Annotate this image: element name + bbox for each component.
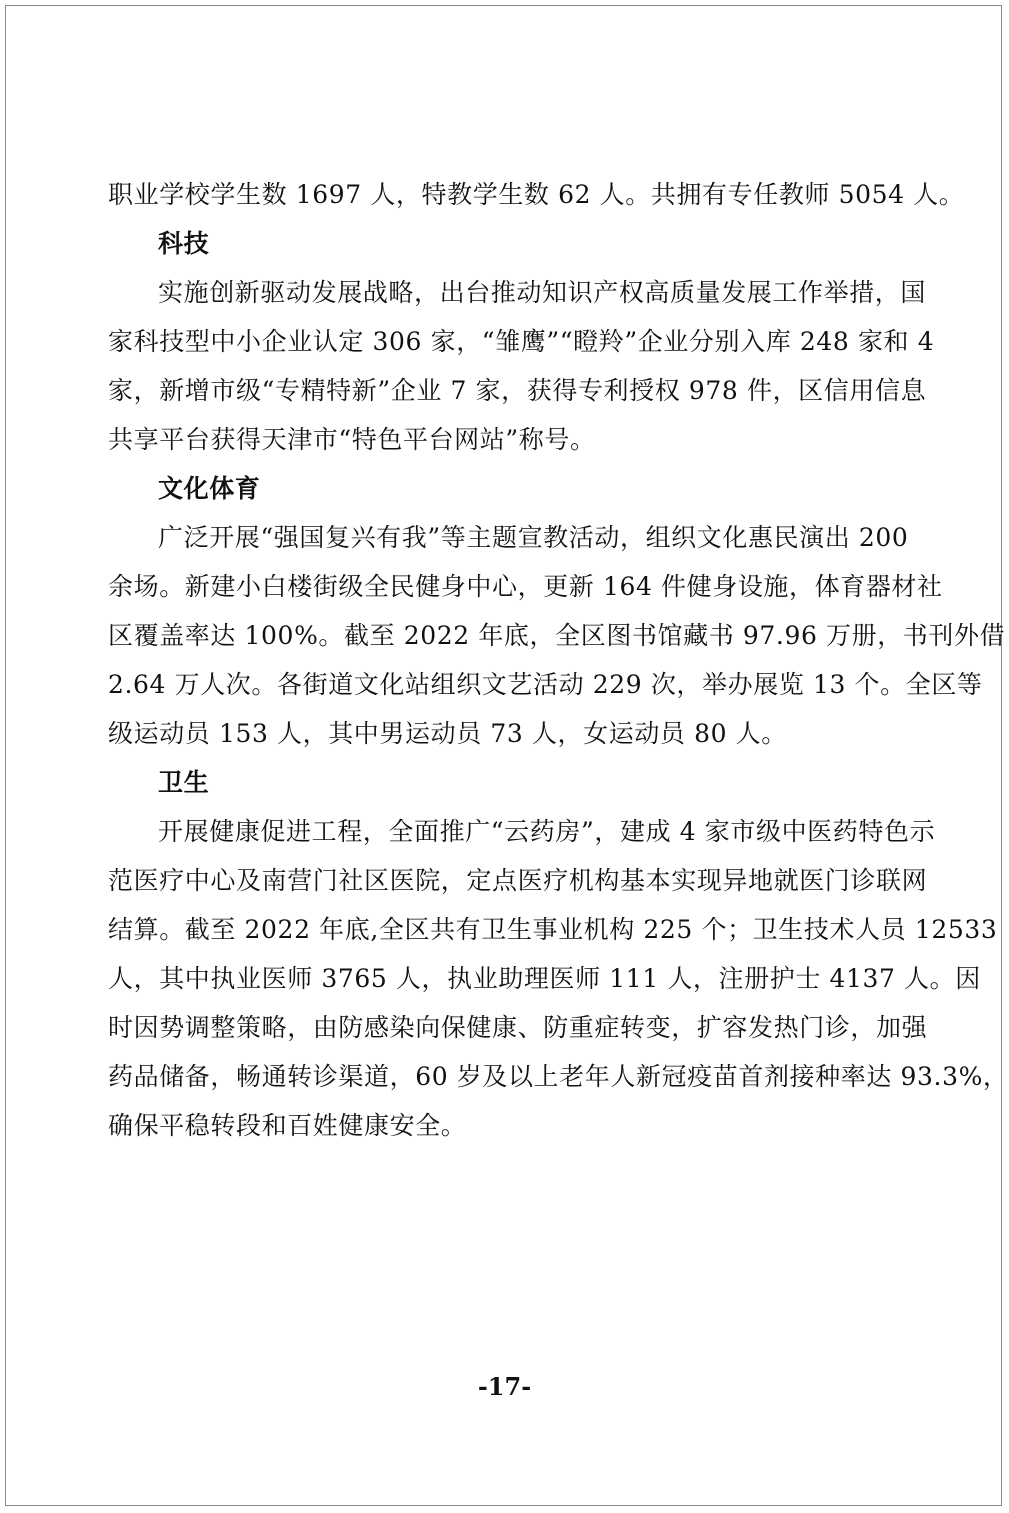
paragraph-line: 级运动员 153 人，其中男运动员 73 人，女运动员 80 人。	[108, 719, 787, 748]
paragraph-line: 时因势调整策略，由防感染向保健康、防重症转变，扩容发热门诊，加强	[108, 1013, 928, 1042]
paragraph-line: 范医疗中心及南营门社区医院，定点医疗机构基本实现异地就医门诊联网	[108, 866, 928, 895]
paragraph-line: 人，其中执业医师 3765 人，执业助理医师 111 人，注册护士 4137 人。因	[108, 964, 981, 993]
paragraph-line: 家，新增市级“专精特新”企业 7 家，获得专利授权 978 件，区信用信息	[108, 376, 927, 405]
section-heading-culture-sports: 文化体育	[158, 474, 261, 503]
document-body	[108, 170, 1009, 1150]
paragraph-line: 药品储备，畅通转诊渠道，60 岁及以上老年人新冠疫苗首剂接种率达 93.3%，	[108, 1062, 1009, 1091]
paragraph-line: 余场。新建小白楼街级全民健身中心，更新 164 件健身设施，体育器材社	[108, 572, 943, 601]
paragraph-line: 结算。截至 2022 年底,全区共有卫生事业机构 225 个；卫生技术人员 12533	[108, 915, 998, 944]
section-heading-health: 卫生	[158, 768, 210, 797]
paragraph-line: 共享平台获得天津市“特色平台网站”称号。	[108, 425, 596, 454]
paragraph-line: 广泛开展“强国复兴有我”等主题宣教活动，组织文化惠民演出 200	[158, 523, 909, 552]
paragraph-line: 家科技型中小企业认定 306 家，“雏鹰”“瞪羚”企业分别入库 248 家和 4	[108, 327, 935, 356]
paragraph-line: 2.64 万人次。各街道文化站组织文艺活动 229 次，举办展览 13 个。全区等	[108, 670, 983, 699]
paragraph-line: 区覆盖率达 100%。截至 2022 年底，全区图书馆藏书 97.96 万册，书刊外借	[108, 621, 1006, 650]
paragraph-line: 确保平稳转段和百姓健康安全。	[108, 1111, 467, 1140]
paragraph-line: 实施创新驱动发展战略，出台推动知识产权高质量发展工作举措，国	[158, 278, 927, 307]
section-heading-science: 科技	[158, 229, 210, 258]
page-number: -17-	[477, 1372, 532, 1401]
paragraph-line: 职业学校学生数 1697 人，特教学生数 62 人。共拥有专任教师 5054 人。	[108, 180, 965, 209]
paragraph-line: 开展健康促进工程，全面推广“云药房”，建成 4 家市级中医药特色示	[158, 817, 936, 846]
